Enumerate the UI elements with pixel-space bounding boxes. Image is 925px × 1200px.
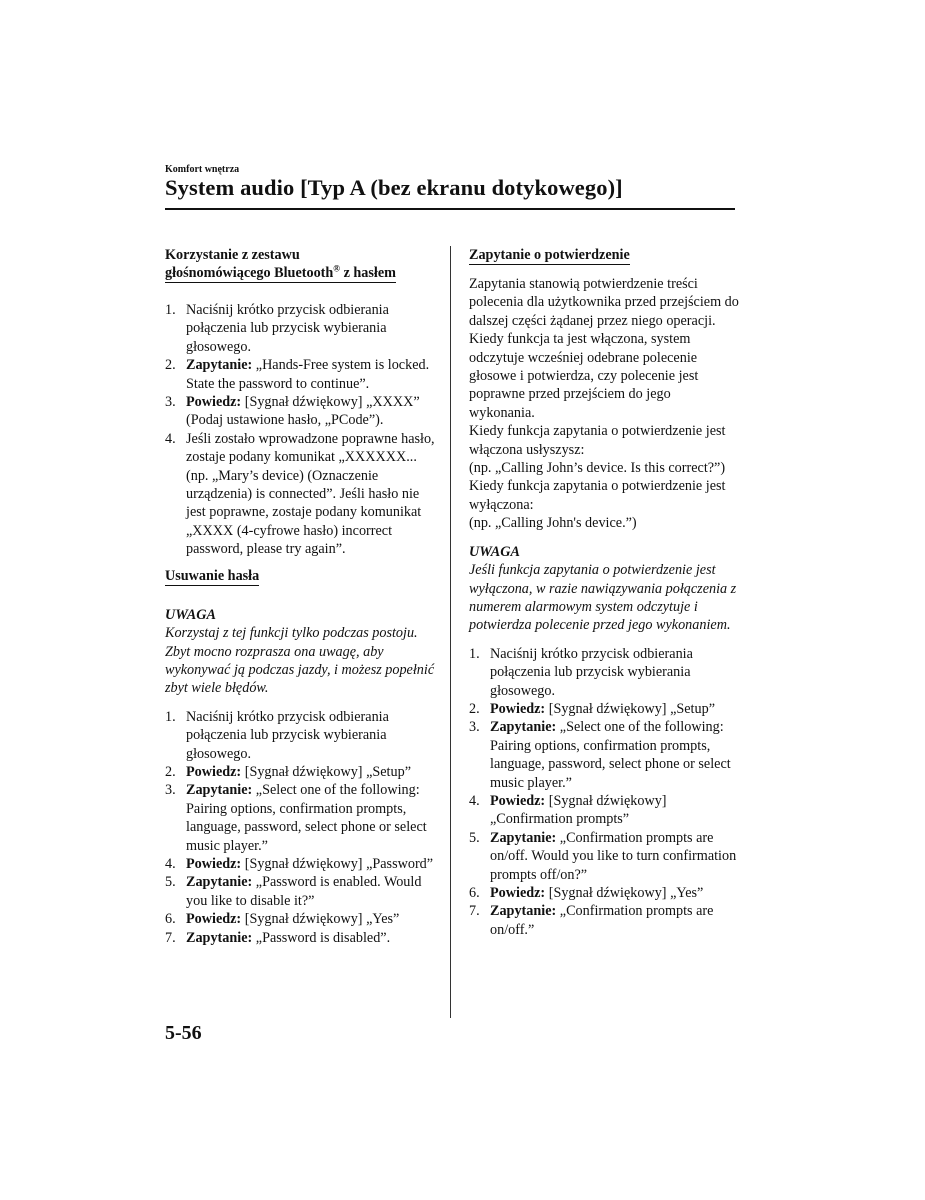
on-label: Kiedy funkcja zapytania o potwierdzenie jest włączona usłyszysz:: [469, 423, 726, 458]
title-rule: [165, 208, 735, 210]
step-text: „Hands-Free system is locked. State the password to continue”.: [186, 357, 430, 392]
step-number: 1.: [469, 645, 480, 662]
step-text: Jeśli zostało wprowadzone poprawne hasło, zostaje podany komunikat „XXXXXX... (np. „Mary’s device) (Oznaczenie urządzenia) is connected”. Jeśli hasło nie jest poprawne, zostaje podany komunikat „XXXX (4-cyfrowe hasło) incorrect password, please try again”.: [186, 430, 435, 558]
page-number: 5-56: [165, 1022, 202, 1044]
step-number: 1.: [165, 302, 176, 318]
step-text: Naciśnij krótko przycisk odbierania połączenia lub przycisk wybierania głosowego.: [186, 302, 389, 355]
heading-line-2-end: z hasłem: [340, 265, 396, 281]
heading-line-1: Korzystanie z zestawu: [165, 247, 300, 263]
registered-mark: ®: [333, 263, 341, 274]
step-number: 3.: [165, 782, 176, 799]
step-keyword: Zapytanie:: [186, 929, 253, 946]
list-item: [165, 873, 435, 910]
list-item: [165, 929, 435, 947]
step-text: [Sygnał dźwiękowy] „Yes”: [545, 885, 704, 901]
step-text: „Password is disabled”.: [252, 929, 391, 946]
step-number: 7.: [165, 929, 176, 946]
note-title: UWAGA: [165, 606, 216, 623]
list-item: [165, 356, 435, 393]
step-keyword: Powiedz:: [490, 700, 546, 717]
step-keyword: Zapytanie:: [186, 782, 253, 799]
step-number: 3.: [469, 719, 480, 736]
on-example: (np. „Calling John’s device. Is this correct?”): [469, 460, 726, 477]
step-text: „Password is enabled. Would you like to disable it?”: [186, 874, 422, 909]
step-text: [Sygnał dźwiękowy] „Setup”: [241, 763, 411, 780]
left-column: [165, 246, 435, 955]
step-text: Naciśnij krótko przycisk odbierania połączenia lub przycisk wybierania głosowego.: [490, 645, 693, 699]
list-item: [469, 829, 739, 884]
list-item: [165, 430, 435, 559]
step-keyword: Powiedz:: [490, 885, 546, 901]
step-text: Naciśnij krótko przycisk odbierania połączenia lub przycisk wybierania głosowego.: [186, 708, 389, 762]
heading-line-2: głośnomówiącego Bluetooth: [165, 265, 334, 281]
list-item: [469, 792, 739, 829]
step-number: 1.: [165, 708, 176, 725]
list-item: [469, 902, 739, 939]
step-number: 2.: [165, 763, 176, 780]
off-label: Kiedy funkcja zapytania o potwierdzenie jest wyłączona:: [469, 478, 726, 513]
step-text: [Sygnał dźwiękowy] „Setup”: [545, 700, 715, 717]
confirmation-prompt-heading: Zapytanie o potwierdzenie: [469, 247, 630, 263]
note-body: Jeśli funkcja zapytania o potwierdzenie jest wyłączona, w razie nawiązywania połączenia z numerem alarmowym system odczytuje i potwierdza polecenie przed jego wykonaniem.: [469, 562, 737, 634]
step-keyword: Zapytanie:: [490, 903, 557, 920]
step-number: 4.: [165, 855, 176, 872]
list-item: [469, 718, 739, 792]
list-item: [165, 301, 435, 356]
step-keyword: Zapytanie:: [490, 829, 557, 846]
list-item: [469, 884, 739, 902]
remove-password-steps-list: [165, 708, 435, 947]
note-title: UWAGA: [469, 543, 520, 560]
step-number: 2.: [165, 357, 176, 374]
intro-paragraph: [469, 275, 739, 533]
step-text: [Sygnał dźwiękowy] „Password”: [241, 855, 434, 872]
bluetooth-password-heading: [165, 246, 396, 283]
list-item: [469, 645, 739, 700]
step-keyword: Zapytanie:: [186, 874, 253, 891]
password-steps-list: [165, 301, 435, 559]
step-text: [Sygnał dźwiękowy] „Confirmation prompts”: [490, 792, 667, 828]
section-label: Komfort wnętrza: [165, 164, 240, 175]
step-text: „Confirmation prompts are on/off.”: [490, 903, 714, 938]
list-item: [165, 781, 435, 855]
note-body: Korzystaj z tej funkcji tylko podczas postoju. Zbyt mocno rozprasza ona uwagę, aby wykonywać ją podczas jazdy, i możesz popełnić zbyt wiele błędów.: [165, 625, 435, 697]
step-number: 6.: [469, 885, 480, 901]
step-text: „Select one of the following: Pairing options, confirmation prompts, language, password, select phone or select music player.”: [186, 782, 427, 854]
step-number: 5.: [469, 829, 480, 846]
step-number: 4.: [165, 430, 176, 447]
remove-password-heading: Usuwanie hasła: [165, 567, 260, 584]
off-example: (np. „Calling John's device.”): [469, 515, 637, 532]
step-number: 3.: [165, 394, 176, 411]
step-number: 7.: [469, 903, 480, 920]
list-item: [165, 910, 435, 928]
step-number: 4.: [469, 792, 480, 809]
list-item: [165, 763, 435, 781]
list-item: [165, 855, 435, 873]
step-number: 6.: [165, 911, 176, 928]
step-keyword: Powiedz:: [186, 394, 242, 411]
step-number: 2.: [469, 700, 480, 717]
step-keyword: Powiedz:: [490, 792, 546, 809]
confirmation-steps-list: [469, 645, 739, 940]
step-text: „Confirmation prompts are on/off. Would you like to turn confirmation prompts off/on?”: [490, 829, 737, 883]
step-keyword: Powiedz:: [186, 911, 242, 928]
step-text: „Select one of the following: Pairing options, confirmation prompts, language, password, select phone or select music player.”: [490, 719, 731, 791]
step-text: [Sygnał dźwiękowy] „XXXX” (Podaj ustawione hasło, „PCode”).: [186, 394, 420, 429]
column-divider: [450, 246, 451, 1018]
list-item: [165, 708, 435, 763]
step-keyword: Zapytanie:: [490, 719, 557, 736]
right-column: [469, 246, 739, 947]
list-item: [165, 393, 435, 430]
step-number: 5.: [165, 874, 176, 891]
page-title: System audio [Typ A (bez ekranu dotykowego)]: [165, 175, 623, 200]
step-text: [Sygnał dźwiękowy] „Yes”: [241, 911, 400, 928]
step-keyword: Powiedz:: [186, 763, 242, 780]
intro-text: Zapytania stanowią potwierdzenie treści polecenia dla użytkownika przed przejściem do dalszej części żądanej przez niego operacji. Kiedy funkcja ta jest włączona, system odczytuje wcześniej odebrane polecenie głosowe i potwierdza, czy polecenie jest poprawne przed przejściem do jego wykonania.: [469, 276, 739, 421]
step-keyword: Zapytanie:: [186, 357, 253, 374]
list-item: [469, 700, 739, 718]
step-keyword: Powiedz:: [186, 855, 242, 872]
